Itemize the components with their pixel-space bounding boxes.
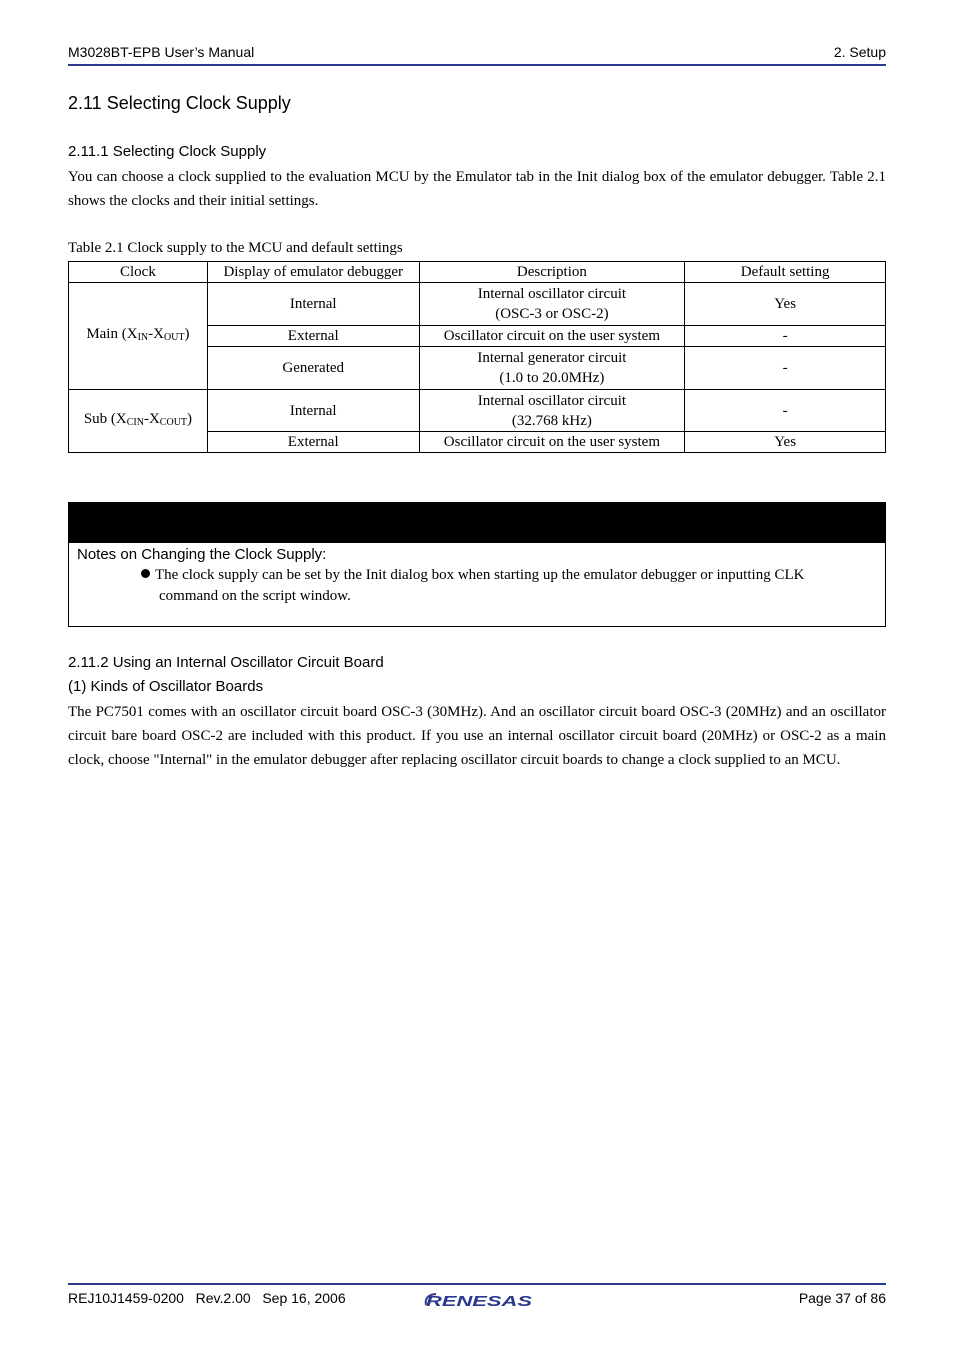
svg-text:RENESAS: RENESAS	[426, 1293, 532, 1310]
clock-table	[68, 261, 886, 453]
bullet-icon	[141, 569, 150, 578]
intro-paragraph: You can choose a clock supplied to the evaluation MCU by the Emulator tab in the Init dialog box of the emulator debugger. Table 2.1 shows the clocks and their initial settings.	[68, 169, 886, 209]
sub-clock-cell: Sub $(X_{CIN}-X_{COUT})$	[69, 390, 208, 453]
description-cell: Internal oscillator circuit (OSC-3 or OSC-2)	[419, 283, 685, 326]
table-header-row	[69, 262, 886, 283]
table-row	[69, 283, 886, 326]
subsection-title: 2.11.2 Using an Internal Oscillator Circuit Board	[68, 654, 384, 671]
note-title: Notes on Changing the Clock Supply:	[77, 546, 327, 563]
note-bullet-line2: command on the script window.	[159, 588, 351, 604]
display-cell: Internal	[207, 283, 419, 326]
header-description: Description	[419, 262, 685, 283]
date: Sep 16, 2006	[262, 1290, 346, 1306]
footer-doc-info	[68, 1290, 346, 1306]
header-default: Default setting	[685, 262, 886, 283]
note-bullet-line1: The clock supply can be set by the Init dialog box when starting up the emulator debugger or inputting CLK	[155, 567, 805, 583]
table-caption: Table 2.1 Clock supply to the MCU and default settings	[68, 240, 403, 256]
header-clock: Clock	[69, 262, 208, 283]
default-cell: -	[685, 347, 886, 390]
section-title: 2.11 Selecting Clock Supply	[68, 93, 291, 113]
manual-title: M3028BT-EPB User’s Manual	[68, 44, 255, 60]
display-cell: Internal	[207, 390, 419, 432]
page-number: Page 37 of 86	[798, 1290, 886, 1306]
item-title: (1) Kinds of Oscillator Boards	[68, 678, 264, 695]
default-cell: Yes	[685, 432, 886, 453]
description-cell: Oscillator circuit on the user system	[419, 432, 685, 453]
display-cell: External	[207, 432, 419, 453]
description-cell: Internal oscillator circuit (32.768 kHz)	[419, 390, 685, 432]
page-header	[68, 44, 886, 66]
footer-rule	[68, 1283, 886, 1285]
note-bullet	[141, 565, 878, 607]
chapter-name: 2. Setup	[833, 44, 886, 60]
default-cell: Yes	[685, 283, 886, 326]
revision: Rev.2.00	[195, 1290, 251, 1306]
subsection-title: 2.11.1 Selecting Clock Supply	[68, 143, 267, 160]
header-display: Display of emulator debugger	[207, 262, 419, 283]
renesas-logo	[422, 1289, 534, 1311]
display-cell: Generated	[207, 347, 419, 390]
table-row	[69, 390, 886, 432]
display-cell: External	[207, 326, 419, 347]
main-clock-cell: Main $(X_{IN}-X_{OUT})$	[69, 283, 208, 390]
description-cell: Oscillator circuit on the user system	[419, 326, 685, 347]
header-rule	[68, 64, 886, 66]
doc-id: REJ10J1459-0200	[68, 1290, 184, 1306]
default-cell: -	[685, 326, 886, 347]
description-cell: Internal generator circuit (1.0 to 20.0MHz)	[419, 347, 685, 390]
default-cell: -	[685, 390, 886, 432]
oscillator-paragraph: The PC7501 comes with an oscillator circuit board OSC-3 (30MHz). And an oscillator circuit board OSC-3 (20MHz) and an oscillator circuit bare board OSC-2 are included with this product. If you use an internal oscillator circuit board (20MHz) or OSC-2 as a main clock, choose "Internal" in the emulator debugger after replacing oscillator circuit boards to change a clock supplied to an MCU.	[68, 704, 886, 768]
note-header-bar	[69, 503, 885, 543]
note-box	[68, 502, 886, 627]
